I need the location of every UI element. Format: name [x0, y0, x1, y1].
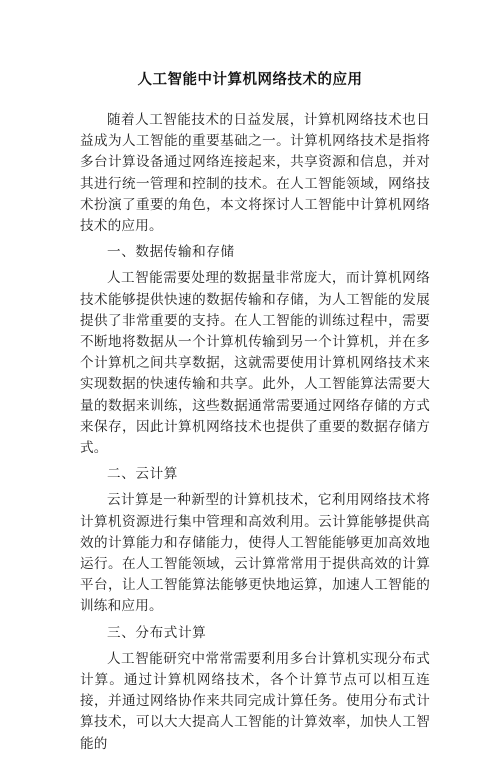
section-body-distributed-computing: 人工智能研究中常常需要利用多台计算机实现分布式计算。通过计算机网络技术，各个计算节点可以相互连接，并通过网络协作来共同完成计算任务。使用分布式计算技术，可以大大提高人工智能的计算效率，加快人工智能的	[80, 650, 430, 752]
section-body-data-transfer: 人工智能需要处理的数据量非常庞大，而计算机网络技术能够提供快速的数据传输和存储，为人工智能的发展提供了非常重要的支持。在人工智能的训练过程中，需要不断地将数据从一个计算机传输到另一个计算机，并在多个计算机之间共享数据，这就需要使用计算机网络技术来实现数据的快速传输和共享。此外，人工智能算法需要大量的数据来训练，这些数据通常需要通过网络存储的方式来保存，因此计算机网络技术也提供了重要的数据存储方式。	[80, 270, 430, 457]
section-heading-cloud-computing: 二、云计算	[107, 466, 178, 483]
intro-paragraph: 随着人工智能技术的日益发展，计算机网络技术也日益成为人工智能的重要基础之一。计算机网络技术是指将多台计算设备通过网络连接起来，共享资源和信息，并对其进行统一管理和控制的技术。在人工智能领域，网络技术扮演了重要的角色，本文将探讨人工智能中计算机网络技术的应用。	[80, 112, 430, 235]
section-body-cloud-computing: 云计算是一种新型的计算机技术，它利用网络技术将计算机资源进行集中管理和高效利用。云计算能够提供高效的计算能力和存储能力，使得人工智能能够更加高效地运行。在人工智能领域，云计算常常用于提供高效的计算平台，让人工智能算法能够更快地运算，加速人工智能的训练和应用。	[80, 492, 430, 615]
document-title: 人工智能中计算机网络技术的应用	[137, 72, 363, 88]
section-heading-distributed-computing: 三、分布式计算	[107, 624, 207, 641]
document-body	[80, 110, 430, 760]
section-heading-data-transfer: 一、数据传输和存储	[107, 244, 235, 261]
